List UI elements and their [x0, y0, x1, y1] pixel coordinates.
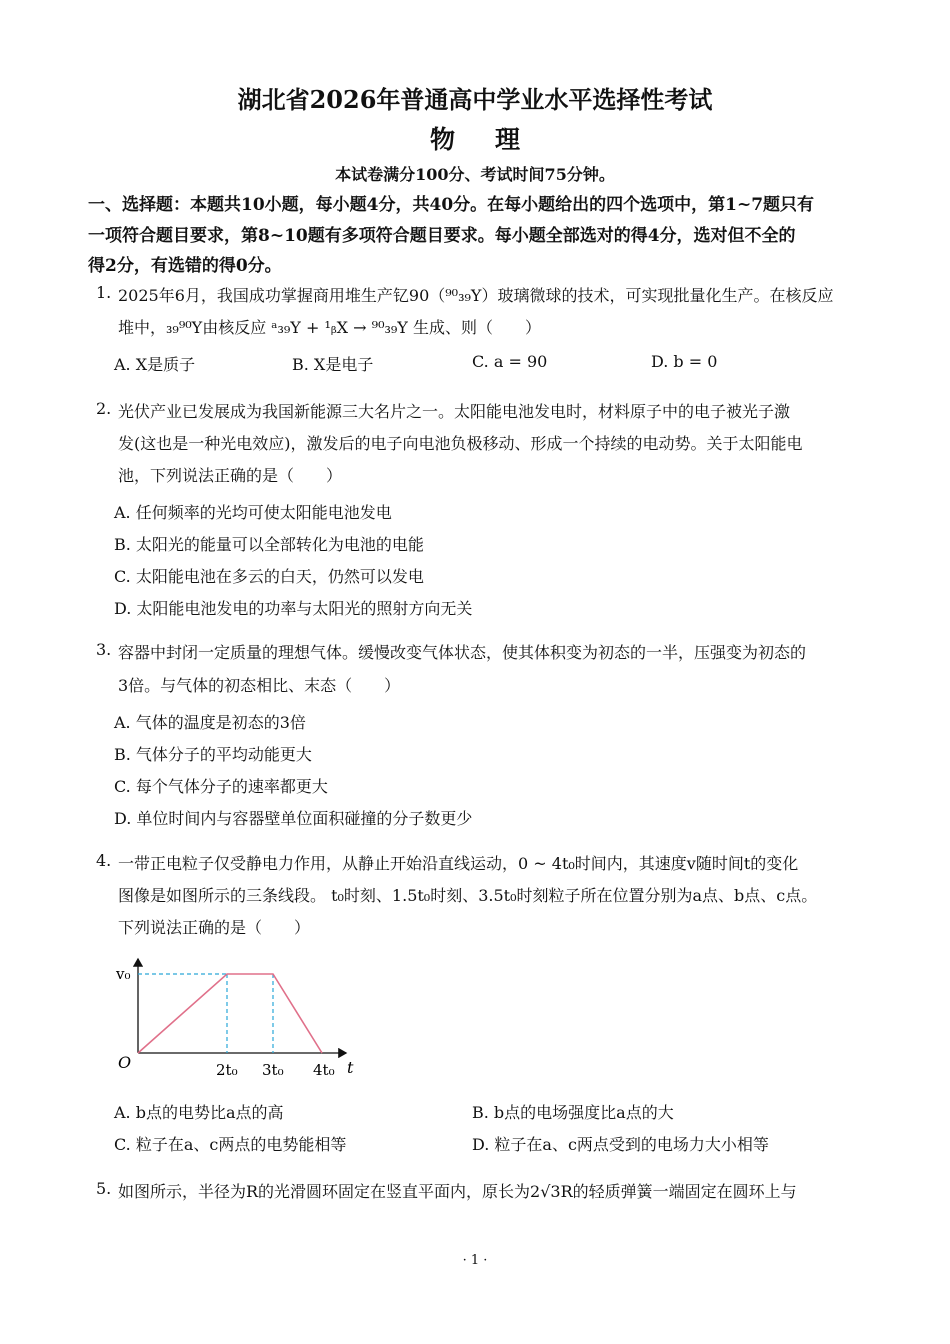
exam-info: 本试卷满分100分、考试时间75分钟。	[335, 165, 615, 184]
q1-line2: 堆中，₃₉⁹⁰Y由核反应 ᵃ₃₉Y + ¹ᵦX → ⁹⁰₃₉Y 生成、则（ ）	[118, 318, 541, 337]
q2-option-b: B. 太阳光的能量可以全部转化为电池的电能	[114, 535, 424, 554]
q5-number: 5.	[96, 1179, 112, 1198]
velocity-curve	[138, 974, 322, 1053]
q3-option-d: D. 单位时间内与容器壁单位面积碰撞的分子数更少	[114, 809, 473, 828]
q3-option-a: A. 气体的温度是初态的3倍	[114, 713, 306, 732]
q4-line2: 图像是如图所示的三条线段。 t₀时刻、1.5t₀时刻、3.5t₀时刻粒子所在位置分别为a点、b点、c点。	[118, 886, 818, 905]
q1-option-b: B. X是电子	[292, 355, 374, 374]
q3-option-c: C. 每个气体分子的速率都更大	[114, 777, 328, 796]
q1-option-d: D. b = 0	[651, 352, 718, 371]
section-instruction-line3: 得2分，有选错的得0分。	[88, 256, 282, 276]
q3-option-b: B. 气体分子的平均动能更大	[114, 745, 312, 764]
q5-line1: 如图所示，半径为R的光滑圆环固定在竖直平面内，原长为2√3R的轻质弹簧一端固定在圆环上与	[118, 1182, 797, 1201]
q3-line2: 3倍。与气体的初态相比、末态（ ）	[118, 676, 401, 695]
q4-option-b: B. b点的电场强度比a点的大	[472, 1103, 674, 1122]
tick-4t0: 4t₀	[313, 1061, 335, 1079]
q2-option-a: A. 任何频率的光均可使太阳能电池发电	[114, 503, 392, 522]
q1-option-a: A. X是质子	[114, 355, 196, 374]
q4-option-a: A. b点的电势比a点的高	[114, 1103, 284, 1122]
q4-number: 4.	[96, 851, 112, 870]
t-axis-label: t	[347, 1058, 354, 1077]
v0-label: v₀	[116, 965, 131, 983]
q2-line1: 光伏产业已发展成为我国新能源三大名片之一。太阳能电池发电时，材料原子中的电子被光子激	[118, 402, 791, 421]
section-instruction-line2: 一项符合题目要求，第8~10题有多项符合题目要求。每小题全部选对的得4分，选对但不全的	[88, 226, 796, 246]
q4-option-c: C. 粒子在a、c两点的电势能相等	[114, 1135, 347, 1154]
q2-option-d: D. 太阳能电池发电的功率与太阳光的照射方向无关	[114, 599, 473, 618]
q2-line2: 发(这也是一种光电效应)，激发后的电子向电池负极移动、形成一个持续的电动势。关于太阳能电	[118, 434, 803, 453]
subject-title: 物理	[429, 125, 560, 154]
q2-number: 2.	[96, 399, 112, 418]
q1-option-c: C. a = 90	[472, 352, 548, 371]
page-number: · 1 ·	[462, 1253, 488, 1268]
velocity-time-graph	[110, 955, 370, 1085]
q3-line1: 容器中封闭一定质量的理想气体。缓慢改变气体状态，使其体积变为初态的一半，压强变为初态的	[118, 643, 807, 662]
exam-title: 湖北省2026年普通高中学业水平选择性考试	[237, 85, 713, 114]
section-instruction-line1: 一、选择题：本题共10小题，每小题4分，共40分。在每小题给出的四个选项中，第1~7题只有	[88, 195, 815, 215]
q3-number: 3.	[96, 640, 112, 659]
q4-line1: 一带正电粒子仅受静电力作用，从静止开始沿直线运动，0 ~ 4t₀时间内，其速度v随时间t的变化	[118, 854, 799, 873]
tick-2t0: 2t₀	[216, 1061, 238, 1079]
origin-label: O	[118, 1053, 132, 1072]
q4-option-d: D. 粒子在a、c两点受到的电场力大小相等	[472, 1135, 769, 1154]
q1-number: 1.	[96, 283, 112, 302]
q4-line3: 下列说法正确的是（ ）	[118, 918, 311, 937]
q1-line1: 2025年6月，我国成功掌握商用堆生产钇90（⁹⁰₃₉Y）玻璃微球的技术，可实现批量化生产。在核反应	[118, 286, 834, 305]
tick-3t0: 3t₀	[262, 1061, 284, 1079]
q2-line3: 池，下列说法正确的是（ ）	[118, 466, 343, 485]
q2-option-c: C. 太阳能电池在多云的白天，仍然可以发电	[114, 567, 424, 586]
